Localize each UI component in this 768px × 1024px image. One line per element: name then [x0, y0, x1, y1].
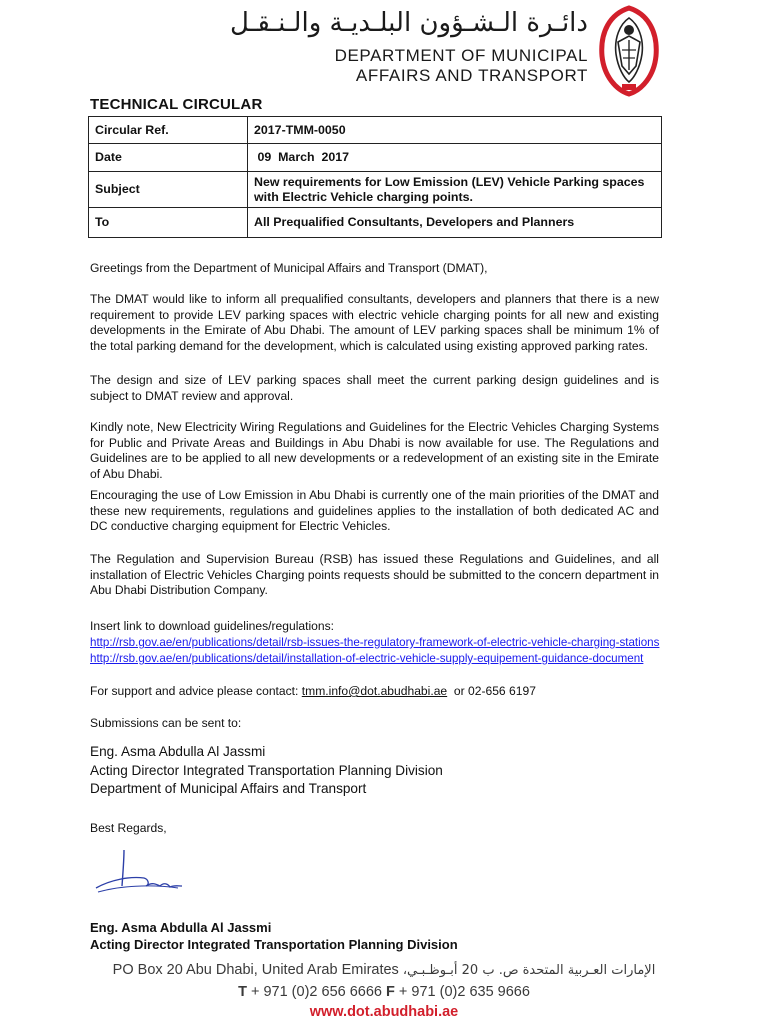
recipient-name: Eng. Asma Abdulla Al Jassmi: [90, 744, 266, 759]
address-ar: ص. ب 20 أبـوظـبـي،: [402, 963, 519, 978]
abu-dhabi-falcon-emblem-icon: [596, 4, 662, 98]
subject-value: New requirements for Low Emission (LEV) Vehicle Parking spaces with Electric Vehicle charging points.: [248, 172, 662, 208]
table-row: [89, 208, 662, 238]
support-prefix: For support and advice please contact:: [90, 684, 302, 698]
recipient-title: Acting Director Integrated Transportation Planning Division: [90, 763, 443, 778]
recipient-department: Department of Municipal Affairs and Transport: [90, 781, 367, 796]
paragraph-5: The Regulation and Supervision Bureau (RSB) has issued these Regulations and Guidelines, and all installation of Electric Vehicles Charging points requests should be submitted to the concern department in Abu Dhabi Distribution Company.: [90, 552, 659, 598]
submissions-label: Submissions can be sent to:: [90, 716, 242, 730]
document-title: TECHNICAL CIRCULAR: [90, 96, 263, 113]
paragraph-1: The DMAT would like to inform all prequalified consultants, developers and planners that there is a new requirement to provide LEV parking spaces with electric vehicle charging points for all new and existing developments in the Emirate of Abu Dhabi. The amount of LEV parking spaces shall be minimum 1% of the total parking demand for the development, which is calculated using existing approved parking rates.: [90, 292, 659, 353]
arabic-department-name: دائـرة الـشـؤون البلـديـة والـنـقـل: [230, 8, 588, 38]
guideline-link-2[interactable]: http://rsb.gov.ae/en/publications/detail/installation-of-electric-vehicle-supply-equipement-guidance-document: [90, 652, 644, 665]
to-label: To: [89, 208, 248, 238]
footer-website[interactable]: www.dot.abudhabi.ae: [309, 1004, 459, 1020]
footer-address: [0, 962, 768, 978]
signatory-title: Acting Director Integrated Transportation Planning Division: [90, 937, 458, 952]
signatory-name: Eng. Asma Abdulla Al Jassmi: [90, 920, 272, 935]
department-name-line2: AFFAIRS AND TRANSPORT: [355, 66, 588, 85]
paragraph-2: The design and size of LEV parking spaces shall meet the current parking design guidelines and is subject to DMAT review and approval.: [90, 373, 659, 403]
to-value: All Prequalified Consultants, Developers and Planners: [248, 208, 662, 238]
address-ar-country: الإمارات العـربية المتحدة: [522, 963, 656, 978]
tel-label: T: [238, 984, 247, 1000]
department-name-line1: DEPARTMENT OF MUNICIPAL: [334, 46, 588, 65]
date-value: 09 March 2017: [248, 144, 662, 172]
handwritten-signature: [90, 846, 210, 906]
table-row: [89, 144, 662, 172]
ref-value: 2017-TMM-0050: [248, 117, 662, 144]
subject-label: Subject: [89, 172, 248, 208]
fax-number: + 971 (0)2 635 9666: [398, 984, 530, 1000]
date-label: Date: [89, 144, 248, 172]
ref-label: Circular Ref.: [89, 117, 248, 144]
address-en: PO Box 20 Abu Dhabi, United Arab Emirates: [112, 962, 399, 978]
closing: Best Regards,: [90, 821, 167, 835]
guideline-link-1[interactable]: http://rsb.gov.ae/en/publications/detail/rsb-issues-the-regulatory-framework-of-electric-vehicle-charging-stations: [90, 636, 660, 649]
paragraph-3: Kindly note, New Electricity Wiring Regulations and Guidelines for the Electric Vehicles Charging Systems for Public and Private Areas and Buildings in Abu Dhabi is now available for use. The Regulations and Guidelines are to be applied to all new developments or a redevelopment of an existing site in the Emirate of Abu Dhabi.: [90, 420, 659, 481]
support-phone: or 02-656 6197: [447, 684, 536, 698]
table-row: [89, 117, 662, 144]
circular-info-table: [88, 116, 662, 238]
greeting: Greetings from the Department of Municipal Affairs and Transport (DMAT),: [90, 261, 488, 275]
support-line: [90, 684, 659, 700]
tel-number: + 971 (0)2 656 6666: [250, 984, 382, 1000]
paragraph-4: Encouraging the use of Low Emission in Abu Dhabi is currently one of the main priorities of the DMAT and these new requirements, regulations and guidelines applies to the installation of both dedicated AC and DC conductive charging equipment for Electric Vehicles.: [90, 488, 659, 534]
support-email[interactable]: tmm.info@dot.abudhabi.ae: [301, 684, 448, 698]
links-intro: Insert link to download guidelines/regulations:: [90, 619, 335, 633]
fax-label: F: [386, 984, 395, 1000]
table-row: [89, 172, 662, 208]
footer-phone-line: [0, 984, 768, 1000]
